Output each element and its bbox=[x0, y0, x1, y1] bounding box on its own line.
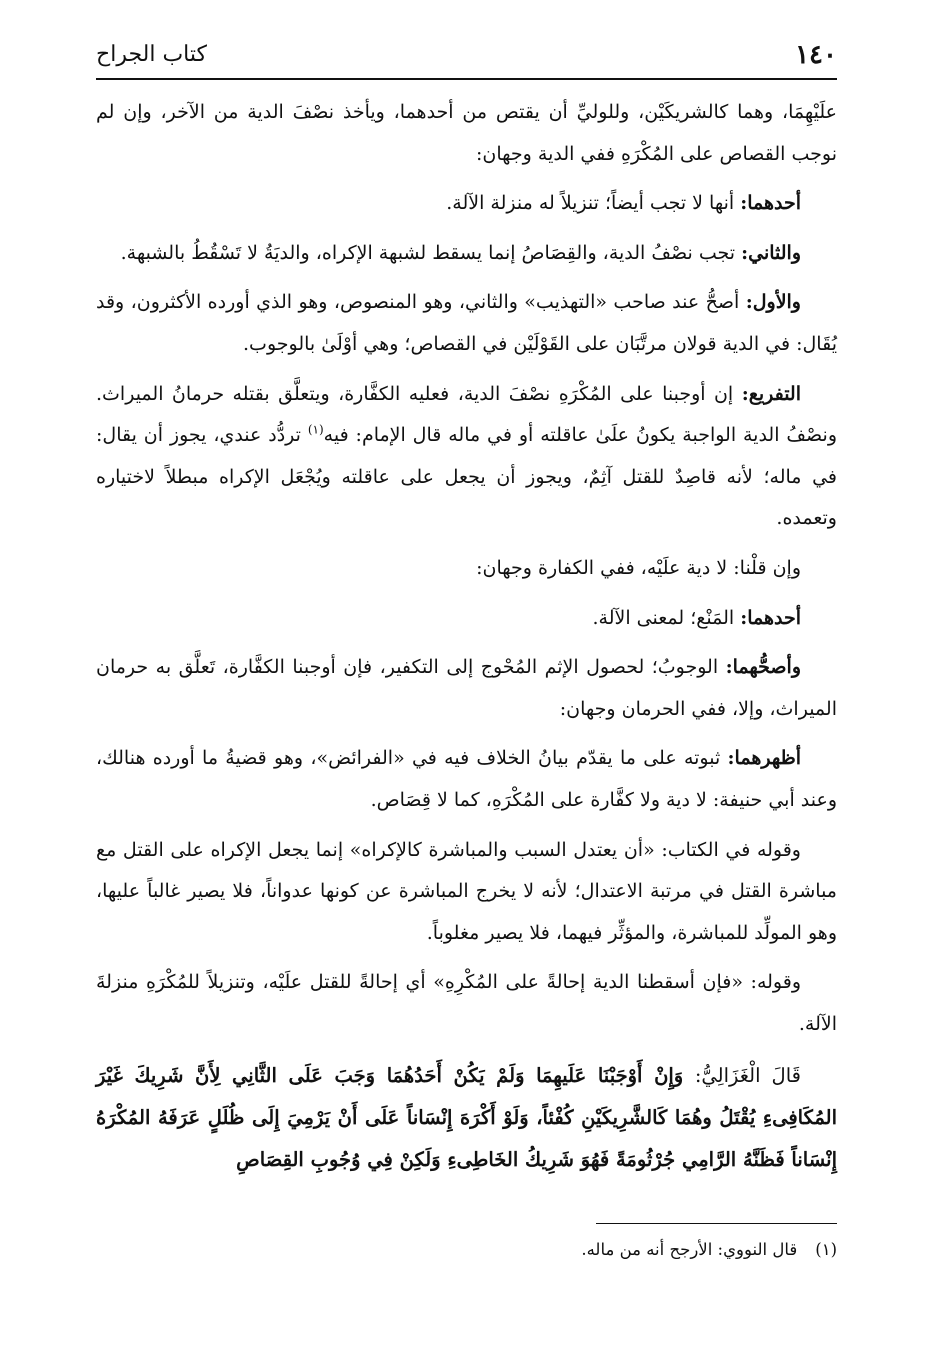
running-title: كتاب الجراح bbox=[96, 42, 207, 67]
paragraph-text: أنها لا تجب أيضاً؛ تنزيلاً له منزلة الآلة. bbox=[446, 192, 741, 215]
header-rule bbox=[96, 78, 837, 80]
matn-paragraph bbox=[96, 1055, 837, 1180]
paragraph-text: المَنْع؛ لمعنى الآلة. bbox=[592, 606, 741, 629]
footnote bbox=[96, 1236, 837, 1264]
paragraph bbox=[96, 374, 837, 540]
paragraph-text: وإن قلْنا: لا دية علَيْه، ففي الكفارة وجهان: bbox=[476, 556, 801, 579]
paragraph-text: أصحُّ عند صاحب «التهذيب» والثاني، وهو المنصوص، وهو الذي أورده الأكثرون، وقد يُقَال: في الدية قولان مرتَّبَان على القَوْلَيْن في القصاص؛ وهي أوْلَىٰ بالوجوب. bbox=[96, 291, 837, 355]
paragraph bbox=[96, 183, 837, 225]
paragraph-text: الوجوبُ؛ لحصول الإثم المُحْوج إلى التكفير، فإن أوجبنا الكفَّارة، تَعلَّق به حرمان الميراث، وإلا، ففي الحرمان وجهان: bbox=[96, 656, 837, 720]
footnote-rule bbox=[596, 1223, 837, 1224]
paragraph bbox=[96, 830, 837, 955]
matn-text: وَإِنْ أَوْجَبْنَا عَلَيهِمَا وَلَمْ يَكُنْ أَحَدُهُمَا وَجَبَ عَلَى الثَّانِي لِأَنَّ شَرِيكَ غَيْرَ المُكَافِىءِ يُقْتَلُ وهُمَا كَالشَّرِيكَيْنِ كُفْئاً، وَلَوْ أَكْرَهَ إِنْسَاناً عَلَى أَنْ يَرْمِيَ إِلَى ظُلَلٍ عَرَفَهُ المُكْرَهُ إِنْسَاناً فَظَنَّهُ الرَّامِي جُرْثُومَةً فَهُوَ شَرِيكُ الخَاطِىءِ وَلَكِنْ فِي وُجُوبِ القِصَاصِ bbox=[96, 1064, 837, 1171]
footnote-reference[interactable]: (١) bbox=[307, 422, 324, 437]
paragraph-text: وقوله: «فإن أسقطنا الدية إحالةً على المُكْرِهِ» أي إحالةً للقتل علَيْه، وتنزيلاً للمُكْرَهِ منزلةَ الآلة. bbox=[96, 971, 837, 1035]
paragraph-lead: والأول: bbox=[745, 291, 801, 314]
paragraph-lead: أحدهما: bbox=[740, 606, 801, 629]
paragraph-lead: والثاني: bbox=[741, 241, 801, 264]
paragraph bbox=[96, 548, 837, 590]
page-number: ١٤٠ bbox=[795, 40, 837, 70]
paragraph-text: إن أوجبنا على المُكْرَهِ نصْفَ الدية، فعليه الكفَّارة، ويتعلَّق بقتله حرمانُ الميراث. ونصْفُ الدية الواجبة يكونُ علَىٰ عاقلته أو في ماله قال الإمام: فيه bbox=[96, 382, 837, 447]
paragraph bbox=[96, 92, 837, 175]
footnote-number: (١) bbox=[815, 1240, 837, 1259]
paragraph-text: تجب نصْفُ الدية، والقِصَاصُ إنما يسقط لشبهة الإكراه، والديَةُ لا تَسْقُطُ بالشبهة. bbox=[120, 241, 742, 264]
paragraph-lead: أحدهما: bbox=[740, 192, 801, 215]
paragraph bbox=[96, 738, 837, 821]
matn-speaker: قَالَ الْغَزَالِيُّ: bbox=[694, 1064, 801, 1088]
paragraph-text: ثبوته على ما يقدّم بيانُ الخلاف فيه في «الفرائض»، وهو قضيةُ ما أورده هنالك، وعند أبي حنيفة: لا دية ولا كفَّارة على المُكْرَهِ، كما لا قِصَاص. bbox=[96, 747, 837, 811]
paragraph bbox=[96, 647, 837, 730]
paragraph bbox=[96, 962, 837, 1045]
paragraph-text: وقوله في الكتاب: «أن يعتدل السبب والمباشرة كالإكراه» إنما يجعل الإكراه على القتل مع مباشرة القتل في مرتبة الاعتدال؛ لأنه لا يخرج المباشرة عن كونها عدواناً، فلا يصير غالباً عليها، وهو المولِّد للمباشرة، والمؤثِّر فيهما، فلا يصير مغلوباً. bbox=[96, 838, 837, 944]
paragraph-text: علَيْهِمَا، وهما كالشريكَيْن، وللوليِّ أن يقتص من أحدهما، ويأخذ نصْفَ الدية من الآخر، وإن لم نوجب القصاص على المُكْرَهِ ففي الدية وجهان: bbox=[96, 101, 837, 165]
paragraph-lead: وأصحُّهما: bbox=[725, 656, 801, 679]
paragraph bbox=[96, 282, 837, 365]
paragraph bbox=[96, 598, 837, 640]
main-text bbox=[96, 92, 837, 1188]
paragraph-lead: أظهرهما: bbox=[727, 747, 801, 770]
paragraph bbox=[96, 233, 837, 275]
paragraph-lead: التفريع: bbox=[741, 382, 801, 405]
paragraph-text: تردُّد عندي، يجوز أن يقال: في ماله؛ لأنه قاصِدٌ للقتل آثِمٌ، ويجوز أن يجعل على عاقلته ويُجْعَل الإكراه مبطلاً لاختياره وتعمده. bbox=[96, 424, 837, 530]
footnote-text: قال النووي: الأرجح أنه من ماله. bbox=[581, 1240, 798, 1259]
page-header bbox=[96, 36, 837, 78]
